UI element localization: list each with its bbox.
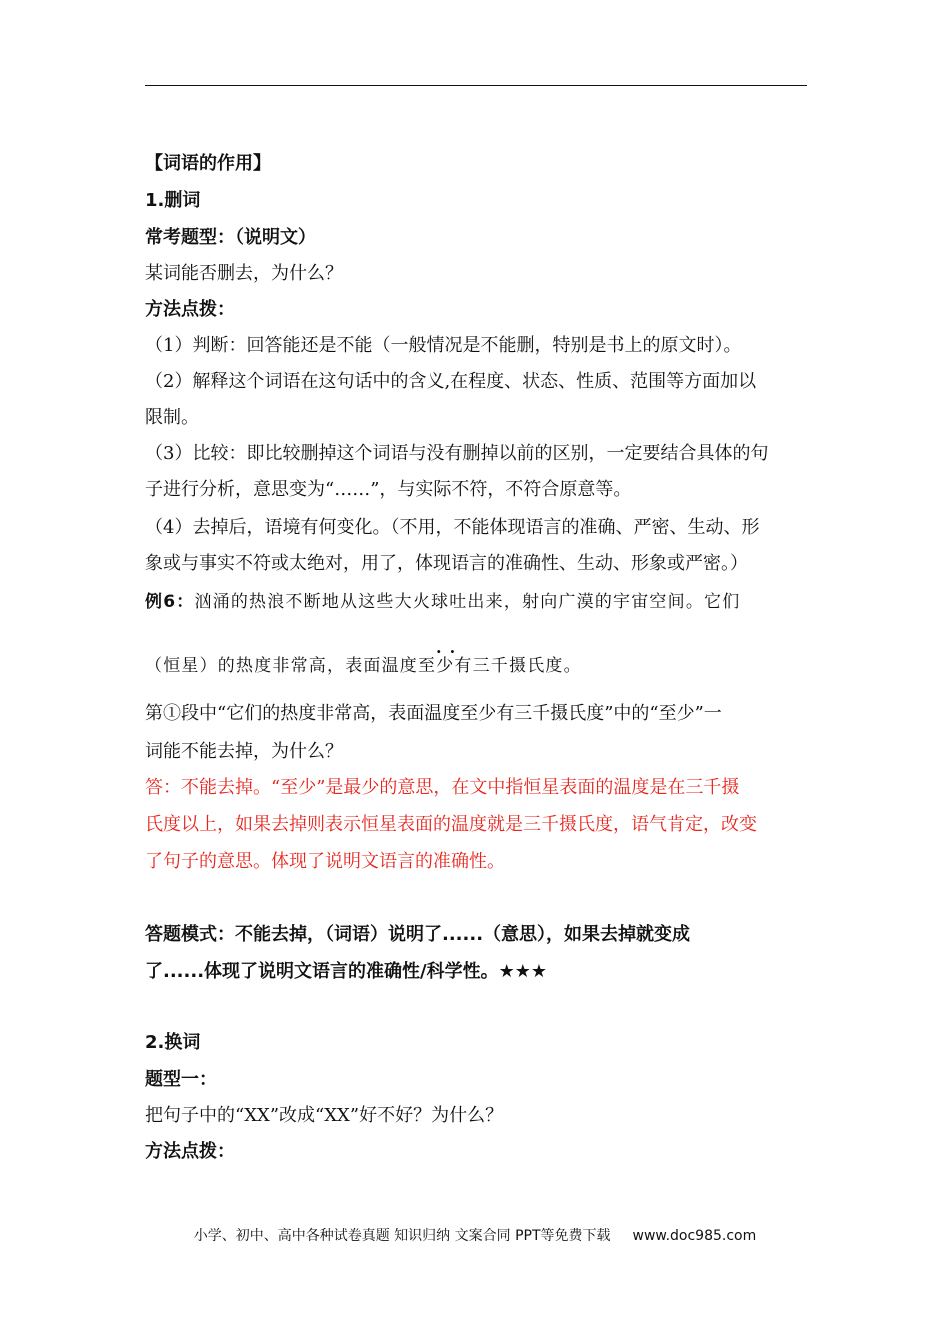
example-question: 词能不能去掉，为什么？	[145, 741, 343, 762]
method-step: 限制。	[145, 407, 199, 428]
header-rule	[145, 85, 807, 86]
answer-line: 氏度以上，如果去掉则表示恒星表面的温度就是三千摄氏度，语气肯定，改变	[145, 814, 757, 835]
section1-question: 某词能否删去，为什么？	[145, 263, 343, 284]
method-step: （2）解释这个词语在这句话中的含义,在程度、状态、性质、范围等方面加以	[145, 371, 757, 392]
section2-title: 2.换词	[145, 1032, 201, 1053]
section1-method-label: 方法点拨：	[145, 299, 235, 320]
example-label: 例6：	[145, 592, 195, 612]
method-step: （3）比较：即比较删掉这个词语与没有删掉以前的区别，一定要结合具体的句	[145, 443, 769, 464]
answer-line: 答：不能去掉。“至少”是最少的意思，在文中指恒星表面的温度是在三千摄	[145, 777, 740, 798]
footer-site[interactable]: www.doc985.com	[632, 1228, 757, 1244]
method-step: 象或与事实不符或太绝对，用了，体现语言的准确性、生动、形象或严密。）	[145, 553, 748, 574]
example-text-2: （恒星）的热度非常高，表面温度至少有三千摄氏度。	[145, 656, 582, 676]
section2-question: 把句子中的“XX”改成“XX”好不好？为什么？	[145, 1105, 504, 1126]
example-question: 第①段中“它们的热度非常高，表面温度至少有三千摄氏度”中的“至少”一	[145, 703, 722, 724]
example-line-1	[145, 590, 740, 614]
method-step: （1）判断：回答能还是不能（一般情况是不能删，特别是书上的原文时）。	[145, 335, 742, 356]
section2-method-label: 方法点拨：	[145, 1141, 235, 1162]
footer	[0, 1225, 950, 1245]
answer-line: 了句子的意思。体现了说明文语言的准确性。	[145, 851, 505, 872]
section1-title: 1.删词	[145, 190, 201, 211]
example-text-1: 汹涌的热浪不断地从这些大火球吐出来，射向广漠的宇宙空间。它们	[194, 592, 741, 612]
answer-template: 了......体现了说明文语言的准确性/科学性。★★★	[145, 961, 548, 982]
heading: 【词语的作用】	[145, 153, 271, 174]
section1-type-label: 常考题型：（说明文）	[145, 227, 316, 248]
emphasis-dots: ··	[436, 642, 464, 661]
answer-template: 答题模式：不能去掉，（词语）说明了......（意思），如果去掉就变成	[145, 924, 691, 945]
section2-type-label: 题型一：	[145, 1069, 217, 1090]
method-step: 子进行分析，意思变为“……”，与实际不符，不符合原意等。	[145, 479, 632, 500]
footer-text: 小学、初中、高中各种试卷真题 知识归纳 文案合同 PPT等免费下载	[193, 1228, 611, 1244]
method-step: （4）去掉后，语境有何变化。（不用，不能体现语言的准确、严密、生动、形	[145, 517, 760, 538]
